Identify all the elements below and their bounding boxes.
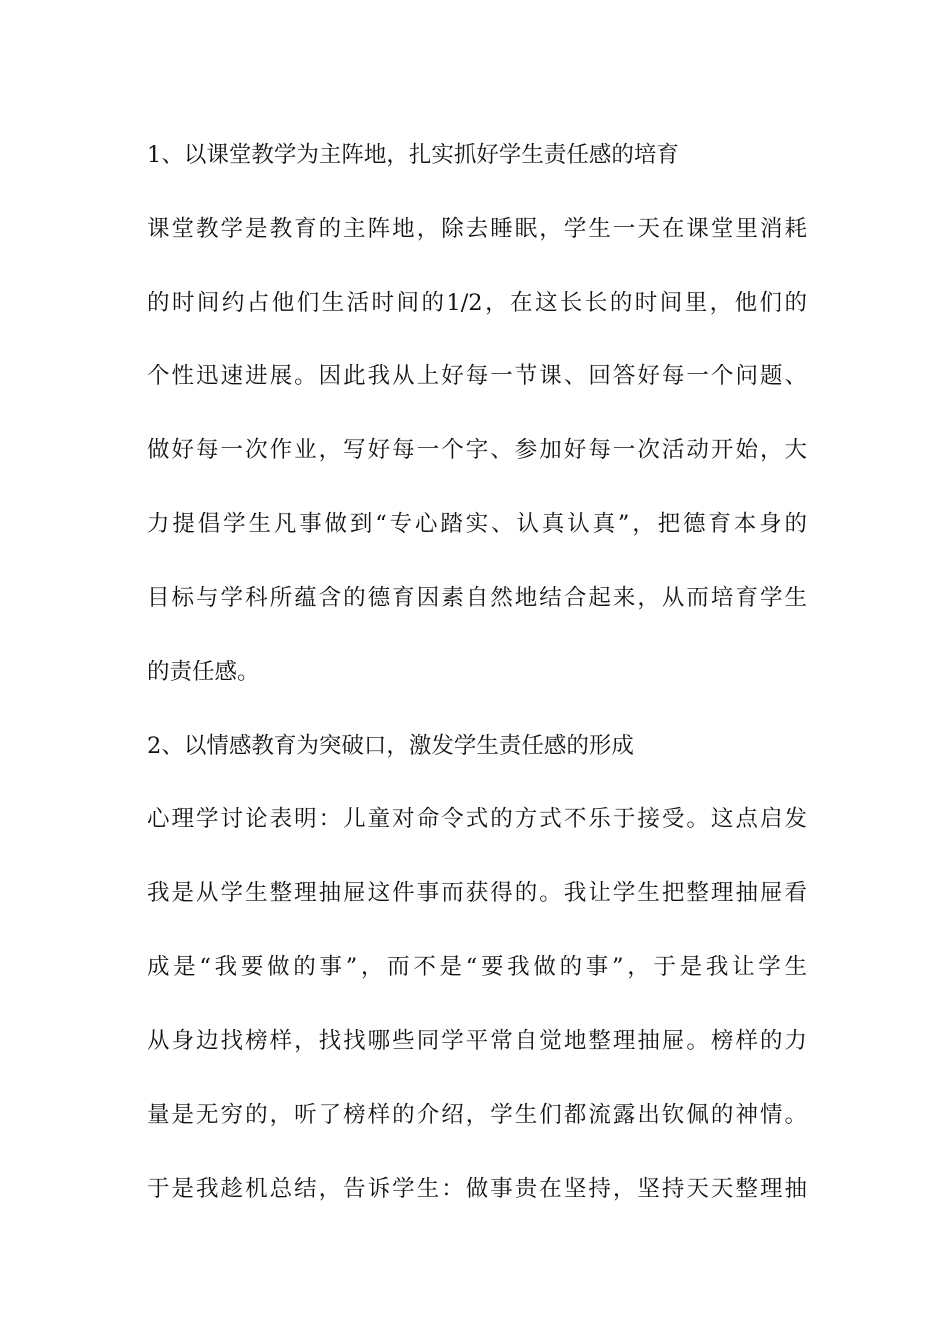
paragraph-line: 做好每一次作业，写好每一个字、参加好每一次活动开始，大 [147,437,807,463]
paragraph-line: 成是“我要做的事”，而不是“要我做的事”，于是我让学生 [147,954,807,980]
heading-section-1: 1、以课堂教学为主阵地，扎实抓好学生责任感的培育 [147,142,679,168]
paragraph-line: 力提倡学生凡事做到“专心踏实、认真认真”，把德育本身的 [147,511,807,537]
paragraph-line: 的时间约占他们生活时间的1/2，在这长长的时间里，他们的 [147,290,807,316]
paragraph-line: 个性迅速进展。因此我从上好每一节课、回答好每一个问题、 [147,363,807,389]
heading-section-2: 2、以情感教育为突破口，激发学生责任感的形成 [147,733,634,759]
paragraph-line: 量是无穷的，听了榜样的介绍，学生们都流露出钦佩的神情。 [147,1102,807,1128]
paragraph-line: 目标与学科所蕴含的德育因素自然地结合起来，从而培育学生 [147,585,807,611]
paragraph-line: 的责任感。 [147,659,260,685]
paragraph-line: 我是从学生整理抽屉这件事而获得的。我让学生把整理抽屉看 [147,880,807,906]
paragraph-line: 课堂教学是教育的主阵地，除去睡眠，学生一天在课堂里消耗 [147,216,807,242]
paragraph-line: 于是我趁机总结，告诉学生：做事贵在坚持，坚持天天整理抽 [147,1176,807,1202]
paragraph-line: 从身边找榜样，找找哪些同学平常自觉地整理抽屉。榜样的力 [147,1028,807,1054]
paragraph-line: 心理学讨论表明：儿童对命令式的方式不乐于接受。这点启发 [147,806,807,832]
